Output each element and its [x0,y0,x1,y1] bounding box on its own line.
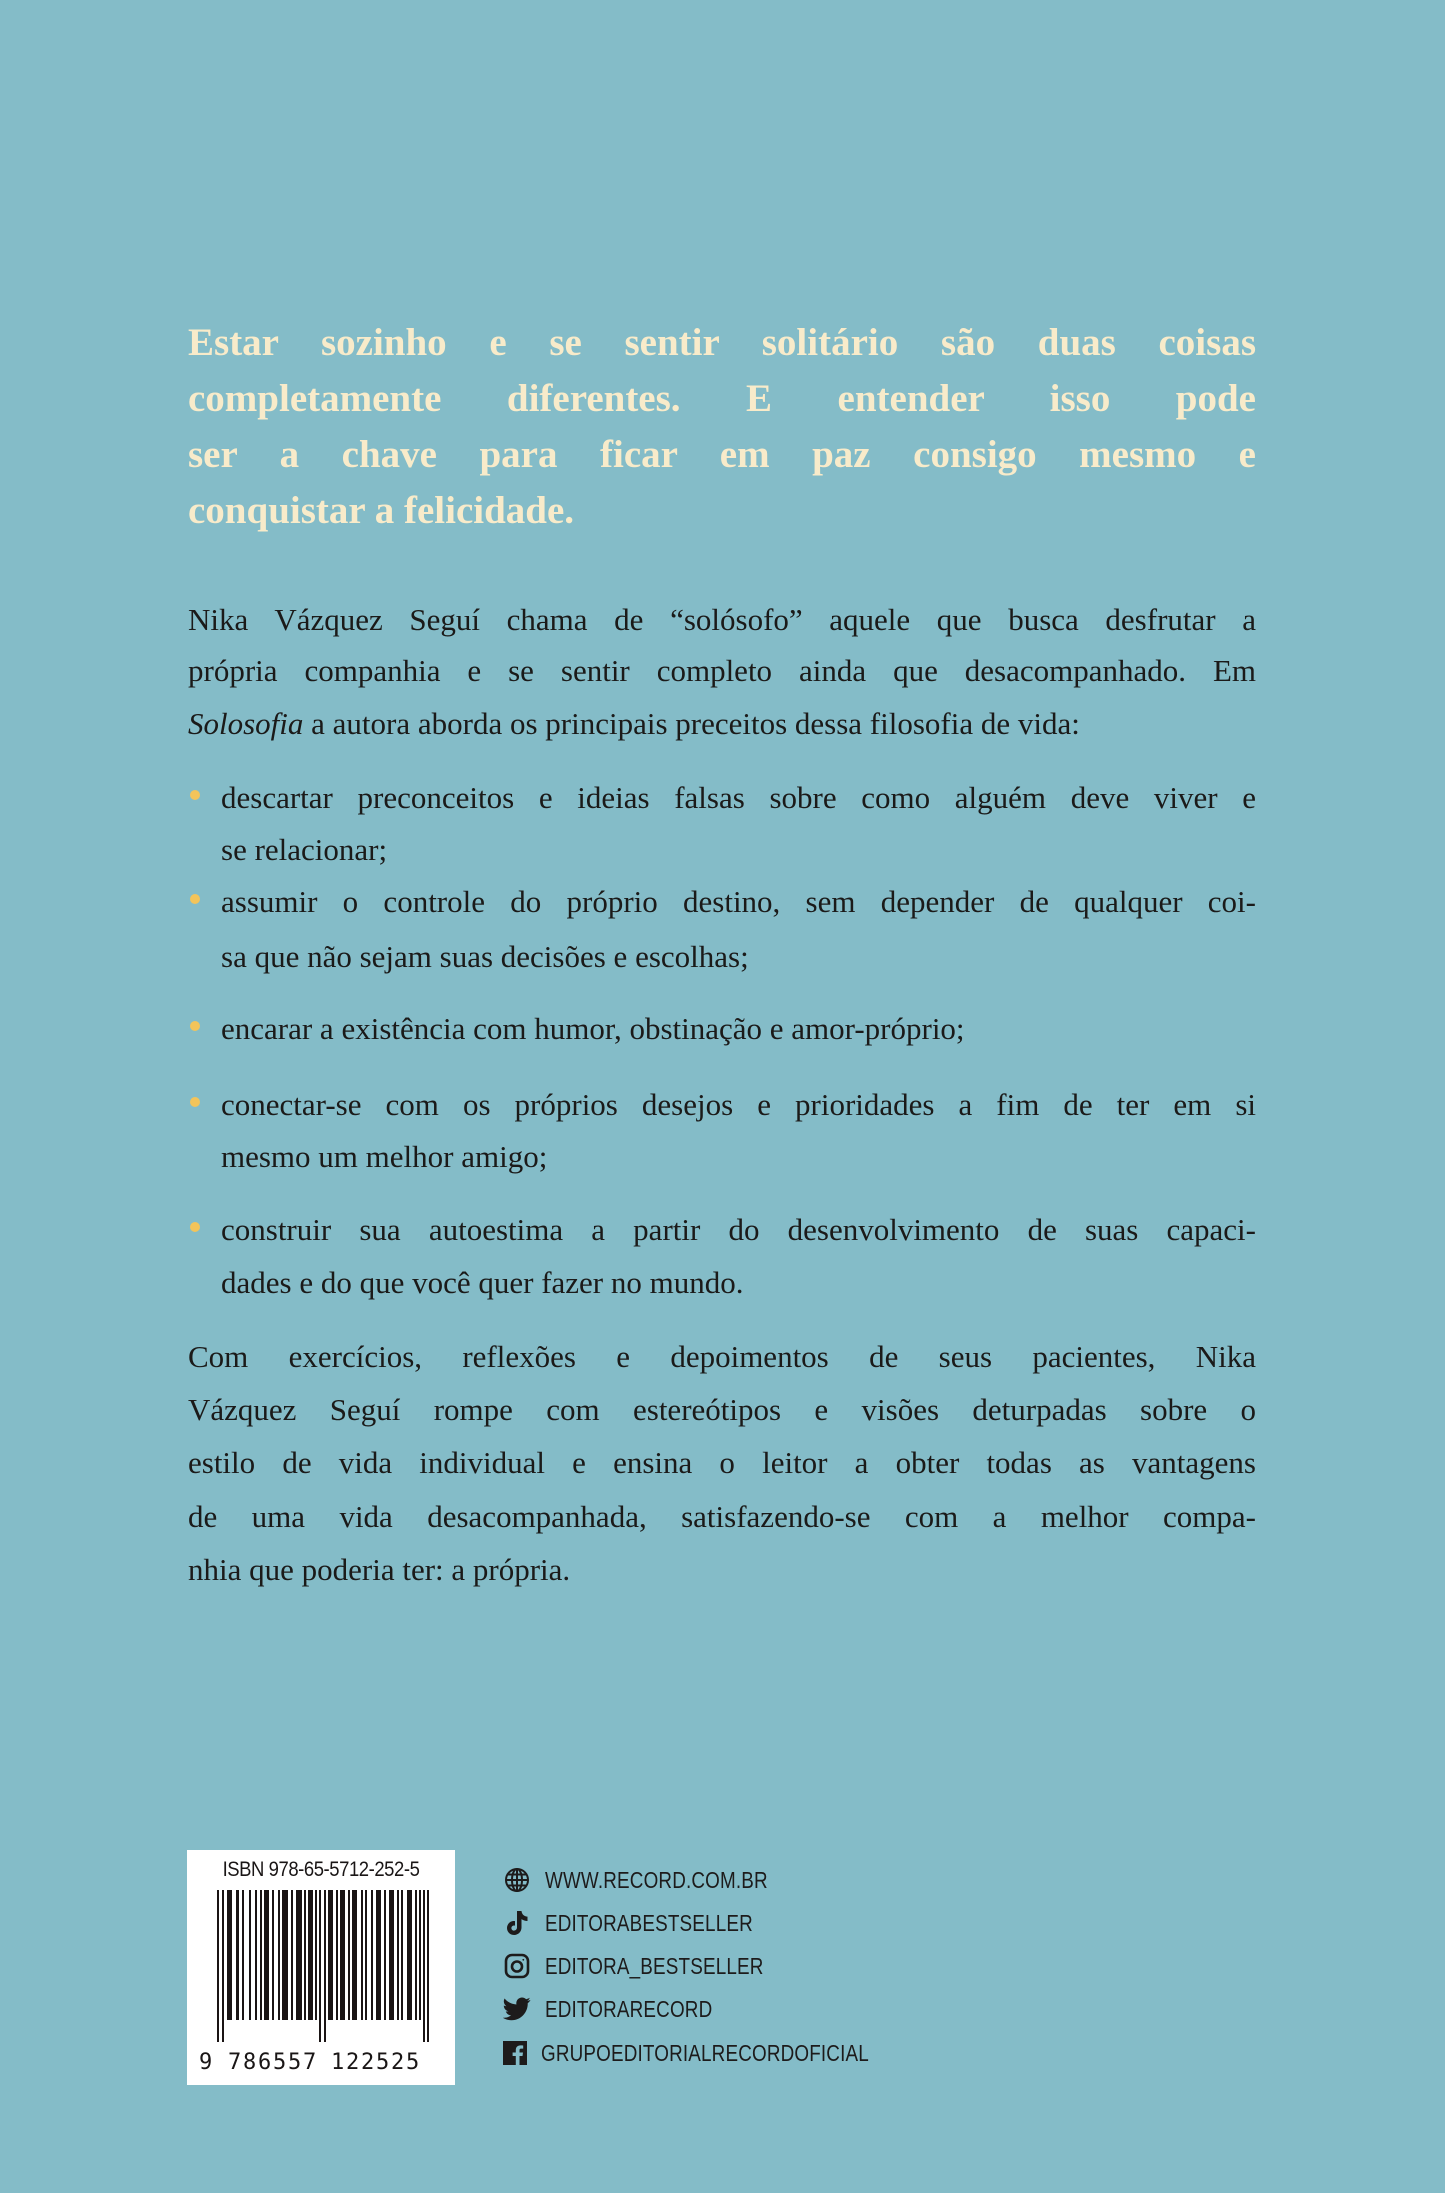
bullet-line: conectar-se com os próprios desejos e prioridades a fim de ter em si [221,1087,1256,1122]
tiktok-link[interactable] [503,1905,903,1941]
intro-line [188,697,1256,750]
website-link[interactable] [503,1862,903,1898]
isbn-barcode [187,1850,455,2085]
isbn-label: ISBN 978-65-5712-252-5 [222,1858,420,1881]
closing-line: Com exercícios, reflexões e depoimentos de seus pacientes, Nika [188,1339,1256,1374]
book-title: Solosofia [188,706,304,741]
facebook-text: GRUPOEDITORIALRECORDOFICIAL [541,2039,869,2066]
bullet-dot-icon [190,1021,200,1031]
bullet-line: se relacionar; [221,832,388,867]
barcode-digit: 1 [331,2050,345,2075]
headline-line: Estar sozinho e se sentir solitário são duas coisas [188,321,1256,364]
intro-line-rest: a autora aborda os principais preceitos dessa filosofia de vida: [311,706,1080,741]
bullet-dot-icon [190,1222,200,1232]
barcode-digit: 7 [228,2050,242,2075]
bullet-dot-icon [190,790,200,800]
twitter-text: EDITORARECORD [545,1995,713,2022]
facebook-icon [503,2039,527,2067]
intro-line: própria companhia e se sentir completo ainda que desacompanhado. Em [188,653,1256,688]
barcode-digit: 5 [273,2050,287,2075]
facebook-link[interactable] [503,2035,903,2071]
headline-line: completamente diferentes. E entender isso pode [188,377,1256,420]
bullet-line: sa que não sejam suas decisões e escolhas; [221,939,749,974]
bullet-line: construir sua autoestima a partir do desenvolvimento de suas capaci- [221,1212,1256,1247]
bullet-line: dades e do que você quer fazer no mundo. [221,1265,744,1300]
instagram-icon [503,1952,531,1980]
barcode-digit: 2 [346,2050,360,2075]
barcode-digit: 8 [243,2050,257,2075]
barcode-digits [187,2050,455,2080]
closing-line: Vázquez Seguí rompe com estereótipos e visões deturpadas sobre o [188,1392,1256,1427]
closing-line: de uma vida desacompanhada, satisfazendo-se com a melhor compa- [188,1499,1256,1534]
bullet-line: assumir o controle do próprio destino, sem depender de qualquer coi- [221,884,1256,919]
barcode-digit: 5 [406,2050,420,2075]
barcode-digit: 5 [376,2050,390,2075]
tiktok-text: EDITORABESTSELLER [545,1909,753,1936]
intro-line: Nika Vázquez Seguí chama de “solósofo” aquele que busca desfrutar a [188,602,1256,637]
twitter-link[interactable] [503,1991,903,2027]
barcode-digit: 5 [288,2050,302,2075]
twitter-icon [503,1995,531,2023]
barcode-digit: 2 [391,2050,405,2075]
bullet-line: encarar a existência com humor, obstinação e amor-próprio; [221,1011,965,1046]
tiktok-icon [503,1909,531,1937]
barcode-digit: 2 [361,2050,375,2075]
bullet-dot-icon [190,1097,200,1107]
barcode-digit: 6 [258,2050,272,2075]
bullet-dot-icon [190,894,200,904]
barcode-icon [187,1890,455,2070]
headline-line: ser a chave para ficar em paz consigo mesmo e [188,433,1256,476]
bullet-line: mesmo um melhor amigo; [221,1139,548,1174]
headline-line: conquistar a felicidade. [188,489,575,532]
globe-icon [503,1866,531,1894]
barcode-digit: 7 [303,2050,317,2075]
instagram-text: EDITORA_BESTSELLER [545,1952,764,1979]
instagram-link[interactable] [503,1948,903,1984]
website-text: WWW.RECORD.COM.BR [545,1866,768,1893]
bullet-line: descartar preconceitos e ideias falsas sobre como alguém deve viver e [221,780,1256,815]
closing-line: estilo de vida individual e ensina o leitor a obter todas as vantagens [188,1445,1256,1480]
closing-line: nhia que poderia ter: a própria. [188,1552,571,1587]
barcode-digit: 9 [199,2050,213,2075]
